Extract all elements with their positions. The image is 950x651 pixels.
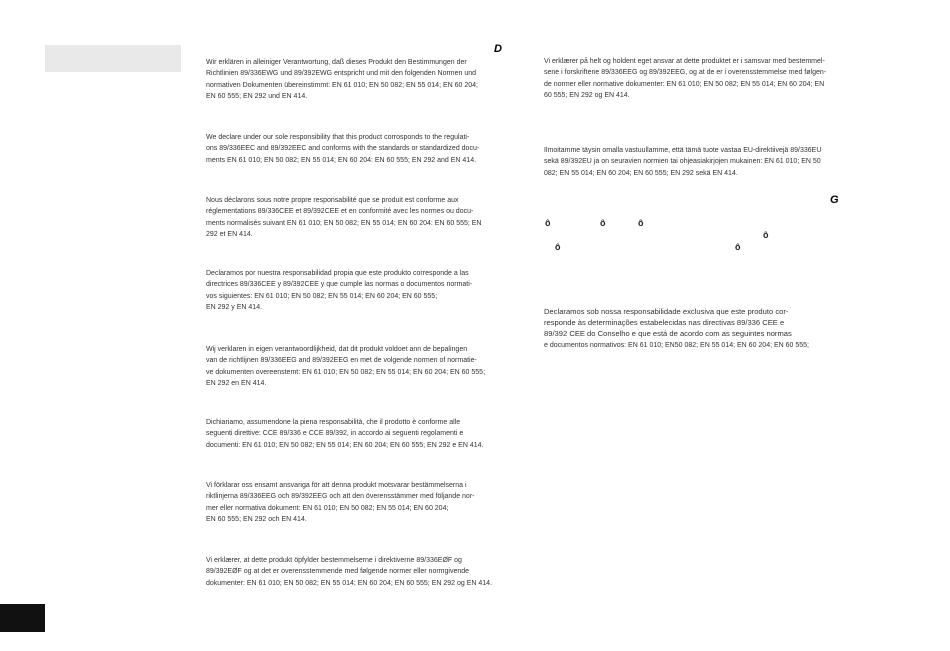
declaration-german: Wir erklären in alleiniger Verantwortung, daß dieses Produkt den Bestimmungen der Richtlinien 89/336EWG und 89/392EWG entspricht und mit den folgenden Normen und normativen Dokumenten übereinstimmt: EN 61 010; EN 50 082; EN 55 014; EN 60 204; EN 60 555; EN 292 und EN 414. [206,59,478,101]
language-marker-g: G [830,194,839,206]
declaration-dutch: Wij verklaren in eigen verantwoordlijkheid, dat dit produkt voldoet ann de bepalingen van de richtlijnen 89/336EEG and 89/392EEG en met de volgende normen of normatie- ve dokumenten overeenstemt: EN 61 010; EN 50 082; EN 55 014; EN 60 204; EN 60 555; EN 292 en EN 414. [206,346,486,388]
declaration-finnish: Ilmoitamme täysin omalla vastuullamme, että tämä tuote vastaa EU-direktiivejä 89/336EU sekä 89/392EU ja on seuravien normien tai ohjeasiakirjojen mukainen: EN 61 010; EN 50 082; EN 55 014; EN 60 204; EN 60 555; EN 292 sekä EN 414. [544,147,822,177]
language-marker-d: D [494,43,502,55]
declaration-italian: Dichiariamo, assumendone la piena responsabilità, che il prodotto è conforme alle seguenti direttive: CCE 89/336 e CCE 89/392, in accordo ai seguenti regolamenti e documenti: EN 61 010; EN 50 082; EN 55 014; EN 60 204; EN 60 555; EN 292 e EN 414. [206,419,484,449]
black-page-tab [0,604,45,632]
declaration-portuguese: Declaramos sob nossa responsabilidade exclusiva que este produto cor- responde às determinações estabelecidas nas directivas 89/336 CEE e 89/392 CEE do Conselho e que está de acordo com as seguintes normas e documentos normativos: EN 61 010; EN50 082; EN 55 014; EN 60 204; EN 60 555; [544,307,809,349]
declaration-english: We declare under our sole responsibility that this product corrosponds to the regulati- ons 89/336EEC and 89/392EEC and conforms with the standards or standardized docu- ments EN 61 010; EN 50 082; EN 55 014; EN 60 204: EN 60 555; EN 292 and EN 414. [206,134,480,164]
declaration-danish: Vi erklærer, at dette produkt öpfylder bestemmelserne i direktiverne 89/336EØF og 89/392EØF og at det er overensstemmende med følgende normer eller normgivende dokumenter: EN 61 010; EN 50 082; EN 55 014; EN 60 204; EN 60 555; EN 292 og EN 414. [206,557,493,587]
greek-glyph: ô [600,218,606,228]
grey-tab [45,45,181,72]
declaration-french: Nous déclarons sous notre propre responsabilité que se produit est conforme aux réglementations 89/336CEE et 89/392CEE et en conformité avec les normes ou docu- ments normalisés suivant EN 61 010; EN 50 082; EN 55 014; EN 60 204: EN 60 555; EN 292 et EN 414. [206,197,482,239]
greek-glyph: ô [545,218,551,228]
greek-glyph: ô [555,242,561,252]
declaration-spanish: Declaramos por nuestra responsabilidad propia que este produkto corresponde a las directrices 89/336CEE y 89/392CEE y que cumple las normas o documentos normati- vos siguientes: EN 61 010; EN 50 082; EN 55 014; EN 60 204; EN 60 555; EN 292 y EN 414. [206,270,473,312]
declaration-swedish: Vi förklarar oss ensamt ansvariga för att denna produkt motsvarar bestämmelserna i riktlinjerna 89/336EEG och 89/392EEG och att den överensstämmer med följande nor- mer eller normativa dokument: EN 61 010; EN 50 082; EN 55 014; EN 60 204; EN 60 555; EN 292 och EN 414. [206,482,475,524]
greek-glyph: ô [735,242,741,252]
greek-glyph: ô [763,230,769,240]
declaration-norwegian: Vi erklærer på helt og holdent eget ansvar at dette produktet er i samsvar med bestemmel- sene i forskriftene 89/336EEG og 89/392EEG, og at de er i overensstemmelse med følgen- de normer eller normative dokumenter: EN 61 010; EN 50 082; EN 55 014; EN 60 204; EN 60 555; EN 292 og EN 414. [544,58,827,100]
greek-glyph: ô [638,218,644,228]
